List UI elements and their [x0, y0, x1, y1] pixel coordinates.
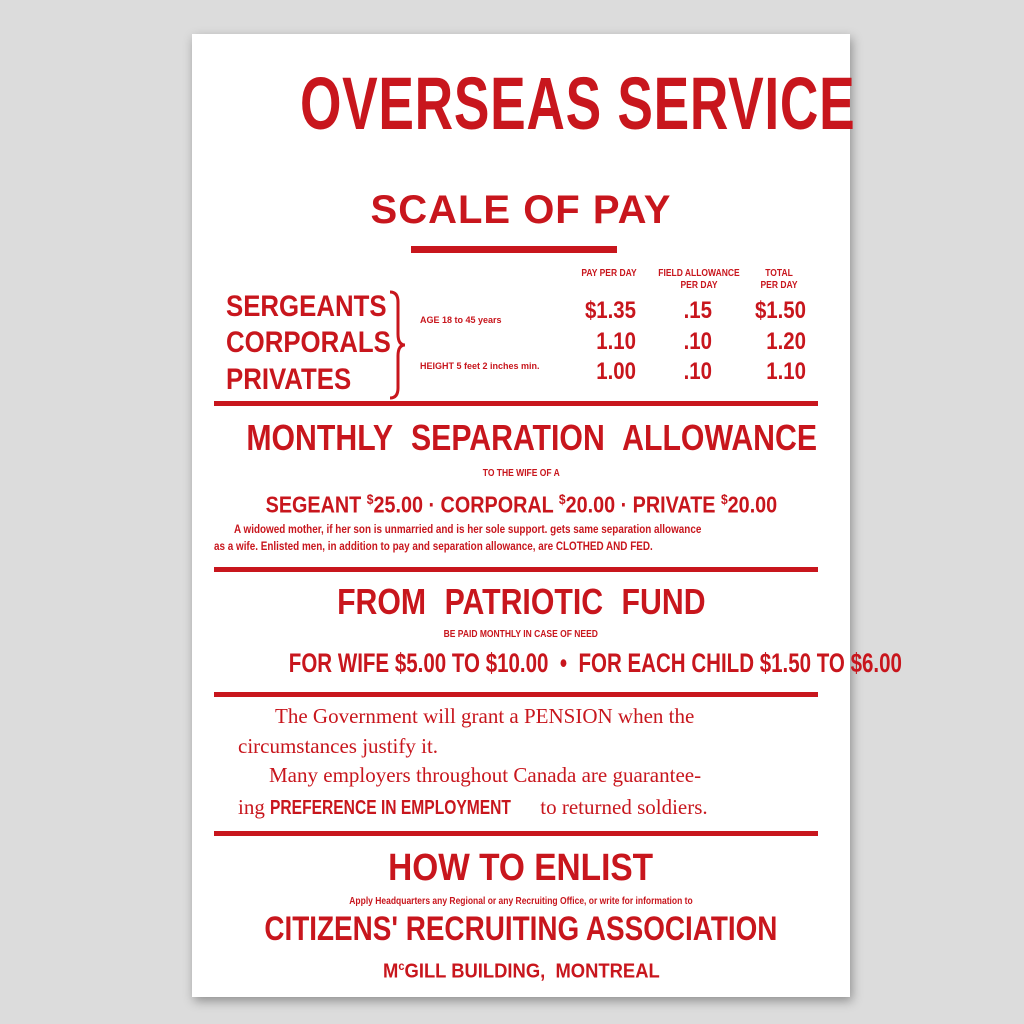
header-total: TOTAL PER DAY	[760, 268, 798, 291]
pension-line-1: The Government will grant a PENSION when the	[275, 704, 695, 728]
rank-corporals: CORPORALS	[226, 326, 391, 359]
pay-row-3-total: 1.10	[766, 358, 806, 385]
poster-subtitle: SCALE OF PAY	[370, 188, 672, 232]
pay-row-1-field: .15	[683, 297, 712, 324]
patriotic-fund-heading: FROM PATRIOTIC FUND	[336, 581, 706, 622]
rank-brace	[388, 290, 406, 400]
rate-separator: ·	[620, 491, 627, 518]
pension-line-3: Many employers throughout Canada are guarantee-	[269, 763, 702, 787]
rate-sergeant-label: SEGEANT	[265, 491, 361, 518]
rate-private-label: PRIVATE	[632, 491, 716, 518]
separation-subheading: TO THE WIFE OF A	[482, 468, 560, 479]
separation-heading: MONTHLY SEPARATION ALLOWANCE	[246, 417, 818, 458]
recruiting-poster	[192, 34, 902, 997]
title-underline	[411, 246, 617, 253]
header-pay-per-day: PAY PER DAY	[581, 268, 637, 279]
age-note: AGE 18 to 45 years	[420, 315, 502, 325]
separation-note-line-1: A widowed mother, if her son is unmarried and is her sole support. gets same separation allowance	[234, 524, 702, 536]
rate-private-amount: 20.00	[727, 491, 777, 518]
poster-title: OVERSEAS SERVICE	[299, 62, 856, 145]
pay-row-2-total: 1.20	[766, 328, 806, 355]
pension-line-4: ing PREFERENCE IN EMPLOYMENT to returned soldiers.	[238, 793, 708, 823]
divider-3	[214, 692, 818, 697]
rate-sergeant-amount: 25.00	[373, 491, 423, 518]
patriotic-fund-rates	[192, 648, 902, 678]
rate-separator: ·	[428, 491, 435, 518]
association-address: $M^cGILL$ BUILDING, MONTREAL	[382, 959, 660, 983]
rate-corporal-label: CORPORAL	[440, 491, 553, 518]
pay-row-1-total: $1.50	[754, 297, 806, 324]
header-field-allowance: FIELD ALLOWANCE PER DAY	[658, 268, 740, 291]
rank-sergeants: SERGEANTS	[226, 290, 387, 323]
pay-row-3-field: .10	[683, 358, 712, 385]
enlist-instructions: Apply Headquarters any Regional or any Recruiting Office, or write for information to	[349, 896, 693, 907]
child-rate: FOR EACH CHILD $1.50 TO $6.00	[578, 648, 902, 678]
divider-1	[214, 401, 818, 406]
patriotic-fund-subheading: BE PAID MONTHLY IN CASE OF NEED	[443, 629, 599, 640]
pay-row-2-pay: 1.10	[596, 328, 636, 355]
enlist-heading: HOW TO ENLIST	[388, 847, 654, 889]
height-note: HEIGHT 5 feet 2 inches min.	[420, 361, 540, 371]
divider-4	[214, 831, 818, 836]
pay-row-1-pay: $1.35	[584, 297, 636, 324]
divider-2	[214, 567, 818, 572]
preference-in-employment: PREFERENCE IN EMPLOYMENT	[270, 797, 512, 819]
separation-rates: SEGEANT $25.00 · CORPORAL $20.00 · PRIVATE $20.00	[265, 491, 777, 518]
wife-rate: FOR WIFE $5.00 TO $10.00	[288, 648, 549, 678]
pay-row-3-pay: 1.00	[596, 358, 636, 385]
rate-bullet: •	[559, 648, 568, 678]
pay-row-2-field: .10	[683, 328, 712, 355]
separation-note-line-2: as a wife. Enlisted men, in addition to pay and separation allowance, are CLOTHED AND FED.	[214, 541, 653, 553]
rate-corporal-amount: 20.00	[565, 491, 615, 518]
pension-line-2: circumstances justify it.	[238, 734, 439, 758]
association-name: CITIZENS' RECRUITING ASSOCIATION	[264, 910, 778, 948]
rank-privates: PRIVATES	[226, 363, 352, 396]
